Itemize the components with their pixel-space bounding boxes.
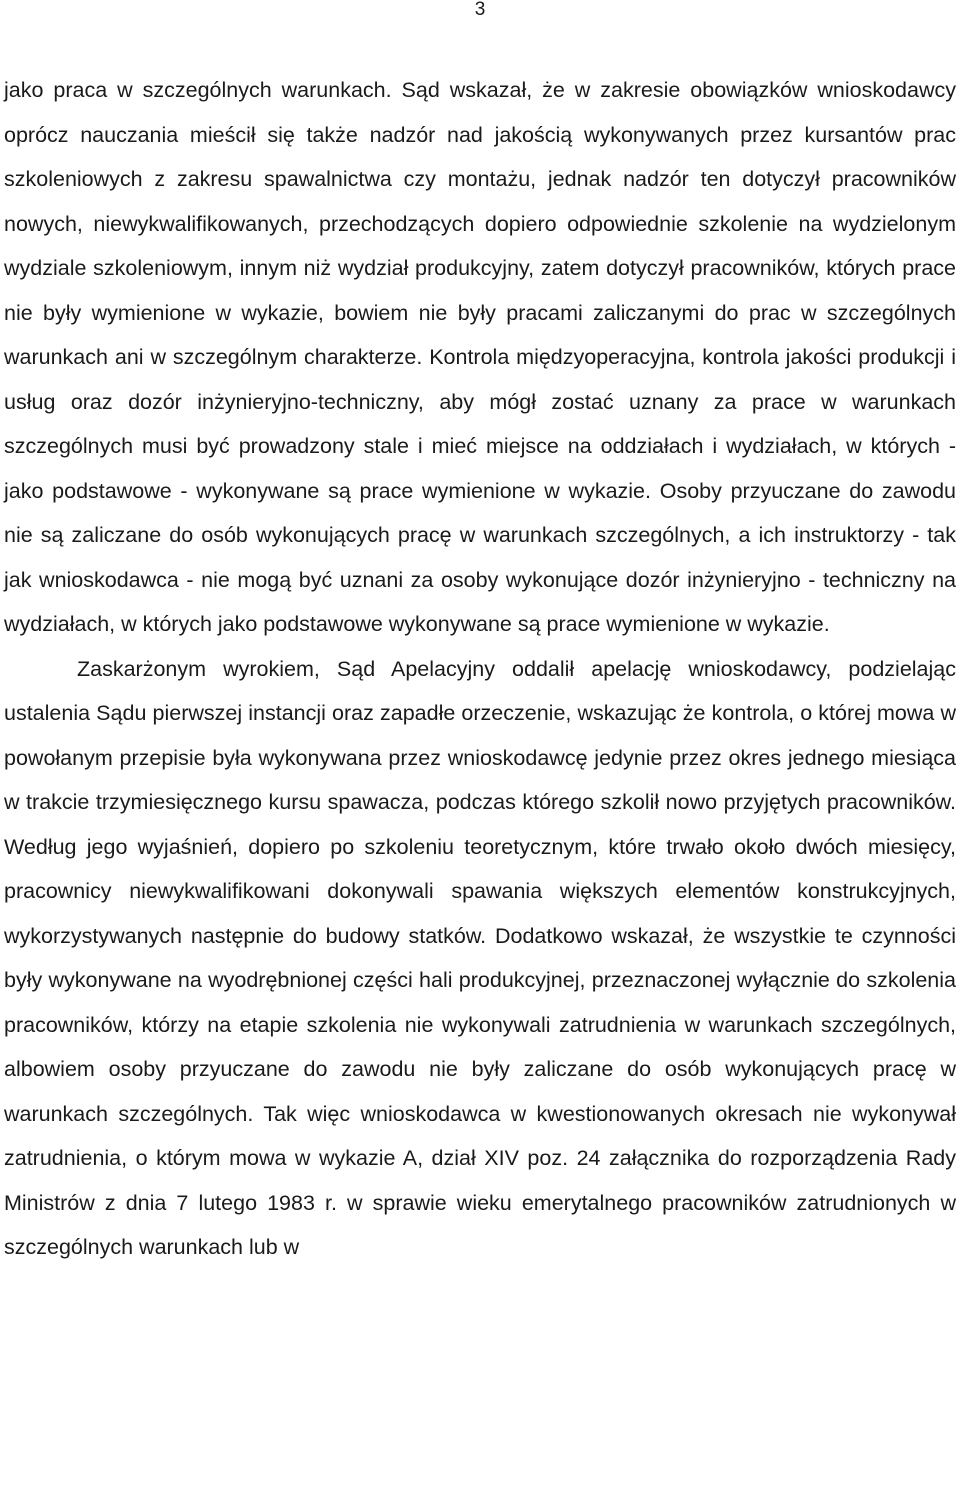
document-body xyxy=(4,68,956,1270)
page-number: 3 xyxy=(474,0,486,20)
paragraph-2: Zaskarżonym wyrokiem, Sąd Apelacyjny oddalił apelację wnioskodawcy, podzielając ustalenia Sądu pierwszej instancji oraz zapadłe orzeczenie, wskazując że kontrola, o której mowa w powołanym przepisie była wykonywana przez wnioskodawcę jedynie przez okres jednego miesiąca w trakcie trzymiesięcznego kursu spawacza, podczas którego szkolił nowo przyjętych pracowników. Według jego wyjaśnień, dopiero po szkoleniu teoretycznym, które trwało około dwóch miesięcy, pracownicy niewykwalifikowani dokonywali spawania większych elementów konstrukcyjnych, wykorzystywanych następnie do budowy statków. Dodatkowo wskazał, że wszystkie te czynności były wykonywane na wyodrębnionej części hali produkcyjnej, przeznaczonej wyłącznie do szkolenia pracowników, którzy na etapie szkolenia nie wykonywali zatrudnienia w warunkach szczególnych, albowiem osoby przyuczane do zawodu nie były zaliczane do osób wykonujących pracę w warunkach szczególnych. Tak więc wnioskodawca w kwestionowanych okresach nie wykonywał zatrudnienia, o którym mowa w wykazie A, dział XIV poz. 24 załącznika do rozporządzenia Rady Ministrów z dnia 7 lutego 1983 r. w sprawie wieku emerytalnego pracowników zatrudnionych w szczególnych warunkach lub w xyxy=(4,656,956,1259)
paragraph-1: jako praca w szczególnych warunkach. Sąd wskazał, że w zakresie obowiązków wnioskodawcy oprócz nauczania mieścił się także nadzór nad jakością wykonywanych przez kursantów prac szkoleniowych z zakresu spawalnictwa czy montażu, jednak nadzór ten dotyczył pracowników nowych, niewykwalifikowanych, przechodzących dopiero odpowiednie szkolenie na wydzielonym wydziale szkoleniowym, innym niż wydział produkcyjny, zatem dotyczył pracowników, których prace nie były wymienione w wykazie, bowiem nie były pracami zaliczanymi do prac w szczególnych warunkach ani w szczególnym charakterze. Kontrola międzyoperacyjna, kontrola jakości produkcji i usług oraz dozór inżynieryjno-techniczny, aby mógł zostać uznany za prace w warunkach szczególnych musi być prowadzony stale i mieć miejsce na oddziałach i wydziałach, w których - jako podstawowe - wykonywane są prace wymienione w wykazie. Osoby przyuczane do zawodu nie są zaliczane do osób wykonujących pracę w warunkach szczególnych, a ich instruktorzy - tak jak wnioskodawca - nie mogą być uznani za osoby wykonujące dozór inżynieryjno - techniczny na wydziałach, w których jako podstawowe wykonywane są prace wymienione w wykazie. xyxy=(4,78,956,636)
